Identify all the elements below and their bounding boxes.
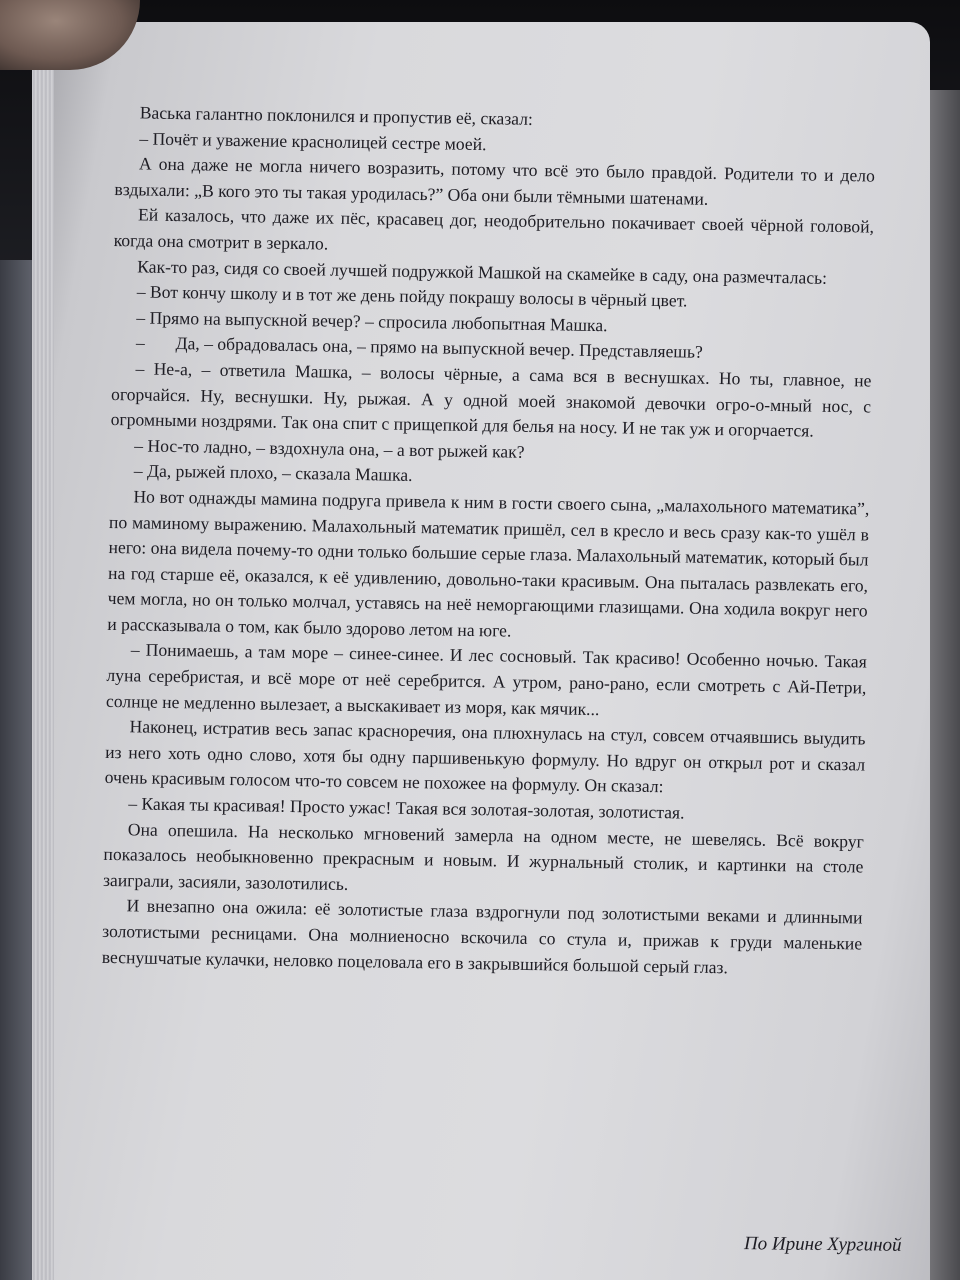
book-page [54, 22, 930, 1280]
paragraph-12: Но вот однажды мамина подруга привела к ним в гости своего сына, „малахольного математика”, по маминому выражению. Малахольный математик пришёл, сел в кресло и весь сразу как-то ушёл в него: она видела почему-то одни только большие серые глаза. Малахольный математик, который был на год старше её, оказался, к её удивлению, довольно-таки красивым. Она пыталась развлекать его, чем могла, но он только молчал, уставясь на неё неморгающими глазищами. Она ходила вокруг него и рассказывала о том, как было здорово летом на юге. [107, 486, 870, 641]
paragraph-11: – Да, рыжей плохо, – сказала Машка. [133, 460, 413, 486]
paragraph-15: – Какая ты красивая! Просто ужас! Такая вся золотая-золотая, золотистая. [128, 793, 685, 823]
paragraph-16: Она опешила. На несколько мгновений замерла на одном месте, не шевелясь. Всё вокруг показалось необыкновенно прекрасным и новым. И журнальный столик, и картинки на столе заиграли, засияли, зазолотились. [102, 818, 864, 894]
paragraph-4: Ей казалось, что даже их пёс, красавец дог, неодобрительно покачивает своей чёрной головой, когда она смотрит в зеркало. [113, 204, 875, 254]
paragraph-1: Васька галантно поклонился и пропустив её, сказал: [139, 102, 534, 129]
story-text [102, 100, 876, 983]
paragraph-13: – Понимаешь, а там море – синее-синее. И лес сосновый. Так красиво! Особенно ночью. Такая луна серебристая, и всё море от неё серебрится. А утром, рано-рано, если смотреть с Ай-Петри, солнце не медленно вылезает, а выскакивает из моря, как мячик... [105, 639, 867, 719]
paragraph-9: – Не-а, – ответила Машка, – волосы чёрные, а сама вся в веснушках. Но ты, главное, не огорчайся. Ну, веснушки. Ну, рыжая. А у одной моей знакомой девочки огро-о-мный нос, с огромными ноздрями. Так она спит с прищепкой для белья на носу. И не так уж и огорчается. [110, 358, 872, 441]
paragraph-8: – Да, – обрадовалась она, – прямо на выпускной вечер. Представляешь? [135, 332, 703, 363]
paragraph-5: Как-то раз, сидя со своей лучшей подружкой Машкой на скамейке в саду, она размечталась: [137, 255, 828, 288]
paragraph-3: А она даже не могла ничего возразить, потому что всё это было правдой. Родители то и дело вздыхали: „В кого это ты такая уродилась?” Оба они были тёмными шатенами. [114, 153, 876, 209]
paragraph-6: – Вот кончу школу и в тот же день пойду покрашу волосы в чёрный цвет. [136, 281, 688, 311]
paragraph-14: Наконец, истратив весь запас красноречия, она плюхнулась на стул, совсем отчаявшись выудить из него хоть одно слово, хотя бы одну паршивенькую формулу. Но вдруг он открыл рот и сказал очень красивым голосом что-то совсем не похожее на формулу. Он сказал: [104, 716, 866, 797]
paragraph-10: – Нос-то ладно, – вздохнула она, – а вот рыжей как? [134, 435, 525, 462]
paragraph-17: И внезапно она ожила: её золотистые глаза вздрогнули под золотистыми веками и длинными золотистыми ресницами. Она молниеносно вскочила со стула и, прижав к груди маленькие веснушчатые кулачки, неловко поцеловала его в закрывшийся большой серый глаз. [101, 895, 863, 977]
author-attribution: По Ирине Хургиной [744, 1233, 903, 1256]
paragraph-2: – Почёт и уважение краснолицей сестре моей. [139, 127, 487, 154]
paragraph-7: – Прямо на выпускной вечер? – спросила любопытная Машка. [136, 307, 608, 335]
